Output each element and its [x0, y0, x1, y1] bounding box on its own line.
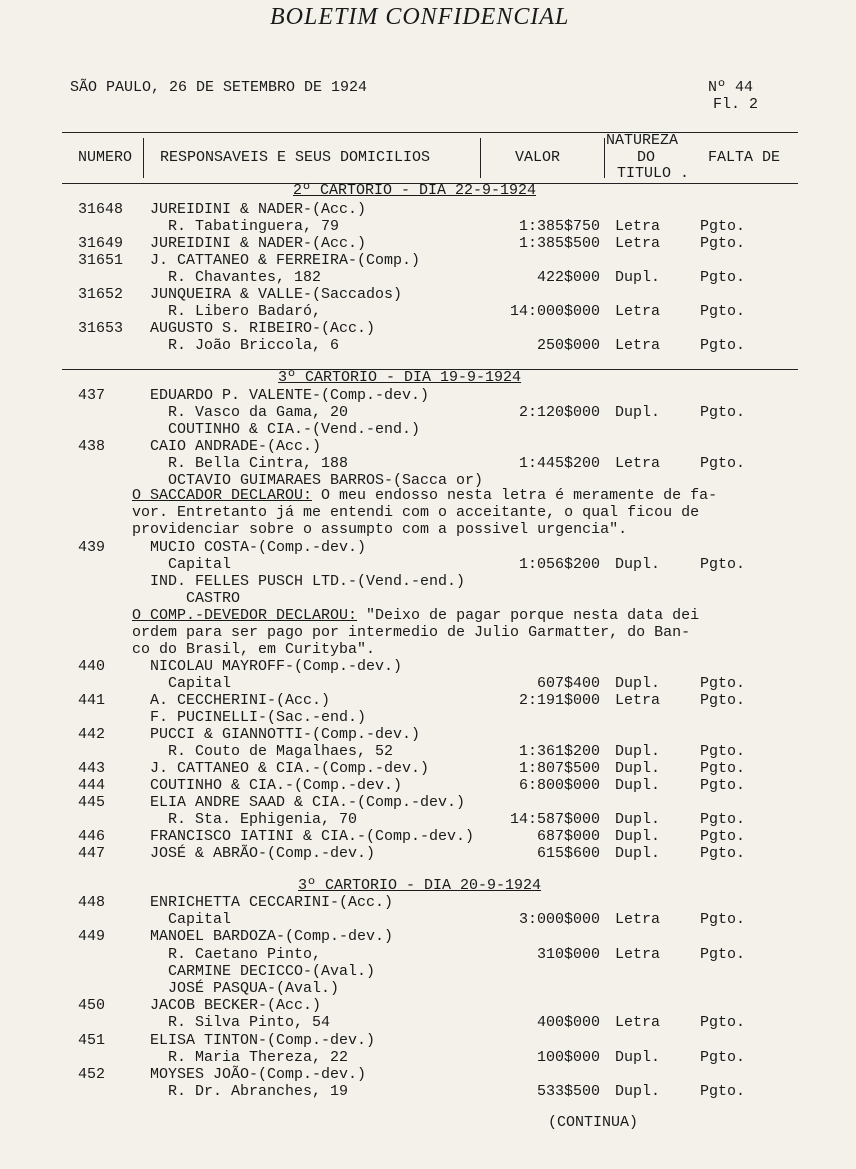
- row-nat: Dupl.: [615, 811, 661, 828]
- row-pgto: Pgto.: [700, 235, 746, 252]
- row-pgto: Pgto.: [700, 218, 746, 235]
- row-desc: R. Silva Pinto, 54: [150, 1014, 331, 1032]
- row-desc: R. João Briccola, 6: [150, 337, 340, 354]
- row-desc: NICOLAU MAYROFF-(Comp.-dev.): [150, 658, 403, 675]
- row-nat: Dupl.: [615, 1048, 661, 1066]
- row-desc: R. Bella Cintra, 188: [150, 455, 349, 472]
- row-num: 31651: [78, 252, 124, 269]
- row-val: 310$000: [536, 945, 600, 963]
- row-val: 3:000$000: [518, 911, 600, 929]
- row-desc: FRANCISCO IATINI & CIA.-(Comp.-dev.): [150, 828, 475, 845]
- row-desc: JOSÉ & ABRÃO-(Comp.-dev.): [150, 845, 376, 862]
- row-pgto: Pgto.: [700, 911, 746, 929]
- row-desc: CASTRO: [150, 590, 241, 607]
- section-heading: 3º CARTORIO - DIA 19-9-1924: [278, 369, 522, 386]
- row-num: 444: [78, 777, 106, 794]
- row-desc: CAIO ANDRADE-(Acc.): [150, 438, 322, 455]
- row-nat: Dupl.: [615, 743, 661, 760]
- row-nat: Dupl.: [615, 269, 661, 286]
- section-heading: 3º CARTORIO - DIA 20-9-1924: [298, 877, 542, 894]
- row-val: 422$000: [536, 269, 600, 286]
- row-desc: J. CATTANEO & CIA.-(Comp.-dev.): [150, 760, 430, 777]
- row-nat: Dupl.: [615, 845, 661, 862]
- row-desc: PUCCI & GIANNOTTI-(Comp.-dev.): [150, 726, 421, 743]
- declaration-1-line-2: vor. Entretanto já me entendi com o acceitante, o qual ficou de: [132, 504, 700, 521]
- row-desc: A. CECCHERINI-(Acc.): [150, 692, 331, 709]
- row-pgto: Pgto.: [700, 743, 746, 760]
- row-nat: Letra: [615, 235, 661, 252]
- row-num: 447: [78, 845, 106, 862]
- row-pgto: Pgto.: [700, 760, 746, 777]
- row-nat: Letra: [615, 911, 661, 929]
- row-pgto: Pgto.: [700, 455, 746, 472]
- column-divider: [480, 138, 481, 178]
- row-desc: OCTAVIO GUIMARAES BARROS-(Sacca or): [150, 472, 484, 489]
- row-val: 687$000: [536, 828, 600, 845]
- row-num: 439: [78, 539, 106, 556]
- row-desc: J. CATTANEO & FERREIRA-(Comp.): [150, 252, 421, 269]
- row-nat: Dupl.: [615, 404, 661, 421]
- row-desc: JUREIDINI & NADER-(Acc.): [150, 235, 367, 252]
- row-nat: Dupl.: [615, 556, 661, 573]
- row-desc: R. Vasco da Gama, 20: [150, 404, 349, 421]
- row-desc: COUTINHO & CIA.-(Vend.-end.): [150, 421, 421, 438]
- row-num: 452: [78, 1066, 106, 1083]
- declaration-2-line-1: [132, 608, 699, 624]
- row-num: 31648: [78, 201, 124, 218]
- row-desc: Capital: [150, 911, 232, 929]
- row-desc: COUTINHO & CIA.-(Comp.-dev.): [150, 777, 403, 794]
- declaration-2-label: O COMP.-DEVEDOR DECLAROU:: [132, 607, 358, 624]
- row-desc: ELIA ANDRE SAAD & CIA.-(Comp.-dev.): [150, 794, 466, 811]
- section-heading: 2º CARTORIO - DIA 22-9-1924: [293, 182, 537, 199]
- column-divider: [143, 138, 144, 178]
- row-nat: Dupl.: [615, 760, 661, 777]
- row-num: 449: [78, 928, 106, 946]
- col-header-valor: VALOR: [515, 149, 561, 166]
- row-nat: Letra: [615, 945, 661, 963]
- row-desc: AUGUSTO S. RIBEIRO-(Acc.): [150, 320, 376, 337]
- row-pgto: Pgto.: [700, 1048, 746, 1066]
- row-desc: R. Chavantes, 182: [150, 269, 322, 286]
- col-header-natureza-do: DO: [637, 149, 656, 166]
- declaration-1-label: O SACCADOR DECLAROU:: [132, 487, 313, 504]
- row-pgto: Pgto.: [700, 828, 746, 845]
- row-desc: EDUARDO P. VALENTE-(Comp.-dev.): [150, 387, 430, 404]
- row-pgto: Pgto.: [700, 675, 746, 692]
- row-num: 31653: [78, 320, 124, 337]
- row-nat: Letra: [615, 218, 661, 235]
- row-desc: CARMINE DECICCO-(Aval.): [150, 962, 376, 980]
- row-desc: R. Couto de Magalhaes, 52: [150, 743, 394, 760]
- row-nat: Dupl.: [615, 828, 661, 845]
- place-date: SÃO PAULO, 26 DE SETEMBRO DE 1924: [70, 79, 368, 96]
- row-desc: Capital: [150, 675, 232, 692]
- row-val: 615$600: [536, 845, 600, 862]
- row-pgto: Pgto.: [700, 1083, 746, 1101]
- row-num: 451: [78, 1031, 106, 1049]
- row-pgto: Pgto.: [700, 1014, 746, 1032]
- row-num: 31652: [78, 286, 124, 303]
- row-desc: IND. FELLES PUSCH LTD.-(Vend.-end.): [150, 573, 466, 590]
- row-pgto: Pgto.: [700, 845, 746, 862]
- sheet-number: Fl. 2: [713, 96, 759, 113]
- row-pgto: Pgto.: [700, 337, 746, 354]
- row-val: 2:120$000: [518, 404, 600, 421]
- row-pgto: Pgto.: [700, 556, 746, 573]
- row-pgto: Pgto.: [700, 269, 746, 286]
- row-nat: Letra: [615, 337, 661, 354]
- continua-label: (CONTINUA): [548, 1114, 639, 1131]
- row-val: 2:191$000: [518, 692, 600, 709]
- row-val: 250$000: [536, 337, 600, 354]
- table-top-rule: [62, 132, 798, 133]
- row-desc: R. Libero Badaró,: [150, 303, 322, 320]
- row-val: 100$000: [536, 1048, 600, 1066]
- row-desc: R. Caetano Pinto,: [150, 945, 322, 963]
- col-header-natureza-titulo: TITULO .: [617, 165, 690, 182]
- row-desc: JOSÉ PASQUA-(Aval.): [150, 980, 340, 997]
- row-val: 1:056$200: [518, 556, 600, 573]
- row-desc: JUREIDINI & NADER-(Acc.): [150, 201, 367, 218]
- row-num: 31649: [78, 235, 124, 252]
- row-nat: Letra: [615, 303, 661, 320]
- row-desc: JUNQUEIRA & VALLE-(Saccados): [150, 286, 403, 303]
- row-val: 1:361$200: [518, 743, 600, 760]
- row-num: 441: [78, 692, 106, 709]
- row-pgto: Pgto.: [700, 811, 746, 828]
- document-title: BOLETIM CONFIDENCIAL: [270, 4, 570, 30]
- row-nat: Letra: [615, 455, 661, 472]
- row-num: 445: [78, 794, 106, 811]
- row-desc: R. Tabatinguera, 79: [150, 218, 340, 235]
- declaration-1-text: O meu endosso nesta letra é meramente de fa-: [312, 487, 718, 504]
- row-val: 6:800$000: [518, 777, 600, 794]
- declaration-2-text: "Deixo de pagar porque nesta data dei: [357, 607, 700, 624]
- col-header-numero: NUMERO: [78, 149, 133, 166]
- row-num: 437: [78, 387, 106, 404]
- column-divider: [604, 138, 605, 178]
- row-num: 442: [78, 726, 106, 743]
- row-desc: R. Sta. Ephigenia, 70: [150, 811, 358, 828]
- row-nat: Dupl.: [615, 777, 661, 794]
- row-num: 440: [78, 658, 106, 675]
- row-pgto: Pgto.: [700, 777, 746, 794]
- row-desc: ENRICHETTA CECCARINI-(Acc.): [150, 894, 394, 911]
- declaration-1-line-3: providenciar sobre o assumpto com a possivel urgencia".: [132, 521, 628, 538]
- declaration-2-line-2: ordem para ser pago por intermedio de Julio Garmatter, do Ban-: [132, 624, 691, 641]
- declaration-2-line-3: co do Brasil, em Curityba".: [132, 641, 376, 658]
- row-nat: Dupl.: [615, 675, 661, 692]
- row-pgto: Pgto.: [700, 303, 746, 320]
- row-val: 1:807$500: [518, 760, 600, 777]
- row-val: 533$500: [536, 1083, 600, 1101]
- row-val: 14:587$000: [509, 811, 600, 828]
- row-val: 1:385$500: [518, 235, 600, 252]
- row-val: 400$000: [536, 1014, 600, 1032]
- row-desc: F. PUCINELLI-(Sac.-end.): [150, 709, 367, 726]
- row-desc: R. Maria Thereza, 22: [150, 1048, 349, 1066]
- row-desc: JACOB BECKER-(Acc.): [150, 997, 322, 1015]
- row-desc: R. Dr. Abranches, 19: [150, 1083, 349, 1101]
- row-nat: Dupl.: [615, 1083, 661, 1101]
- col-header-falta: FALTA DE: [708, 149, 781, 166]
- row-num: 450: [78, 997, 106, 1015]
- row-num: 443: [78, 760, 106, 777]
- row-pgto: Pgto.: [700, 692, 746, 709]
- row-val: 14:000$000: [509, 303, 600, 320]
- row-num: 448: [78, 894, 106, 911]
- row-desc: MOYSES JOÃO-(Comp.-dev.): [150, 1066, 367, 1083]
- row-desc: ELISA TINTON-(Comp.-dev.): [150, 1031, 376, 1049]
- row-num: 446: [78, 828, 106, 845]
- row-val: 607$400: [536, 675, 600, 692]
- row-num: 438: [78, 438, 106, 455]
- row-nat: Letra: [615, 692, 661, 709]
- col-header-natureza: NATUREZA: [606, 132, 679, 149]
- row-pgto: Pgto.: [700, 404, 746, 421]
- row-pgto: Pgto.: [700, 945, 746, 963]
- row-nat: Letra: [615, 1014, 661, 1032]
- declaration-1-line-1: [132, 488, 717, 504]
- bulletin-number: Nº 44: [708, 79, 754, 96]
- row-desc: MANOEL BARDOZA-(Comp.-dev.): [150, 928, 394, 946]
- row-desc: MUCIO COSTA-(Comp.-dev.): [150, 539, 367, 556]
- row-val: 1:445$200: [518, 455, 600, 472]
- row-val: 1:385$750: [518, 218, 600, 235]
- row-desc: Capital: [150, 556, 232, 573]
- col-header-responsaveis: RESPONSAVEIS E SEUS DOMICILIOS: [160, 149, 431, 166]
